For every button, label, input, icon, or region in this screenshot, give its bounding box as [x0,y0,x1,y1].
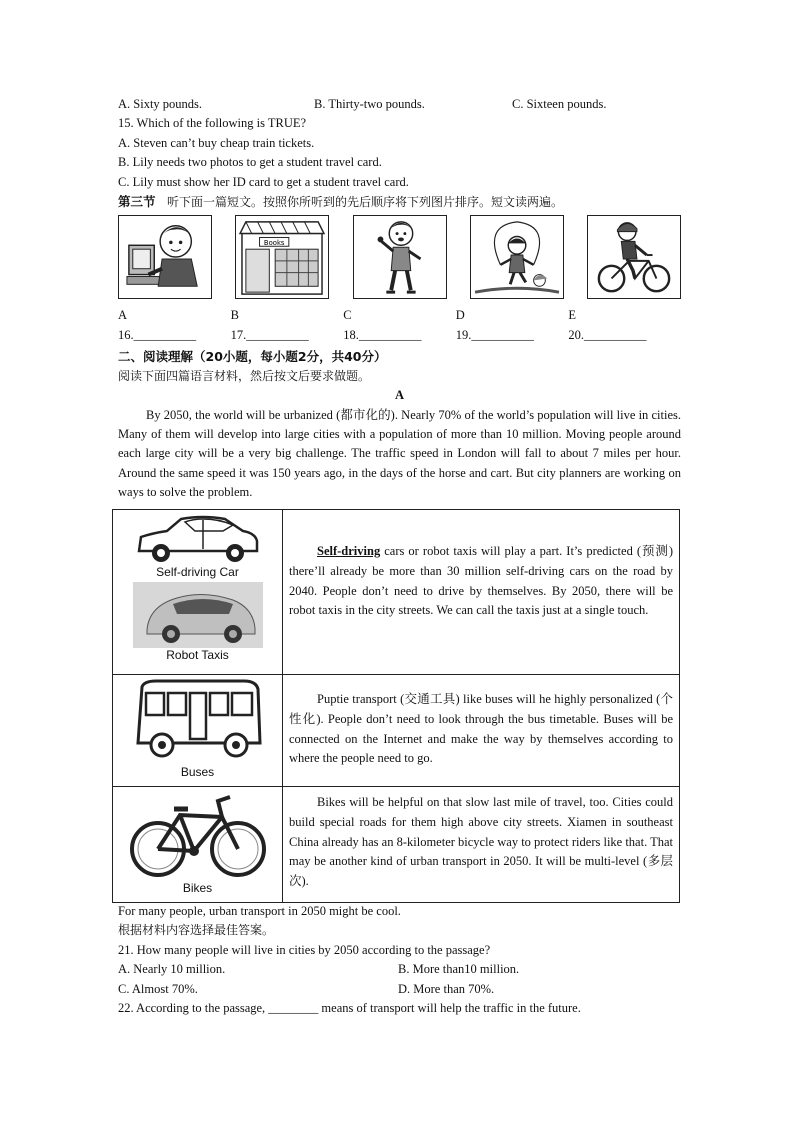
bus-paragraph: Puptie transport (交通工具) like buses will he highly personalized (个性化). People don’t need to look through the bus timetable. Buses will be connected on the Internet and make the way by themselves according to where the people need to go. [289,692,673,766]
self-driving-car-icon [133,513,263,565]
q15-question: 15. Which of the following is TRUE? [118,116,307,131]
picture-b-bookshop [235,215,329,299]
bike-text-cell [283,787,680,903]
bus-text-cell [283,675,680,787]
bike-icon [128,789,268,881]
picture-letter: D [455,308,465,323]
answer-blank-17[interactable]: 17.__________ [230,328,309,343]
picture-letter: C [343,308,352,323]
answer-blank-16[interactable]: 16.__________ [118,328,197,343]
boy-computer-icon [119,216,211,298]
answer-instruction: 根据材料内容选择最佳答案。 [118,923,275,938]
bikes-label: Bikes [182,881,213,895]
bus-cell [113,675,283,787]
bike-paragraph: Bikes will be helpful on that slow last mile of travel, too. Cities could build special roads for them high above city streets. Xiamen in southeast China already has an 8-kilometer bicycle way to protect riders like that. That may be another kind of urban transport in 2050. It will be multi-level (多层次). [289,795,674,889]
q21-option-a[interactable]: A. Nearly 10 million. [118,962,226,977]
q21-option-b[interactable]: B. More than10 million. [398,962,520,977]
bus-icon [132,679,264,765]
table-row [113,787,680,903]
transport-table [112,509,680,903]
picture-letter: E [568,308,577,323]
bookshop-icon [236,216,328,298]
closing-sentence: For many people, urban transport in 2050 might be cool. [118,904,401,918]
robot-taxi-icon [133,582,263,648]
buses-label: Buses [180,765,215,779]
q21-option-d[interactable]: D. More than 70%. [398,981,495,996]
section3-heading [118,192,681,211]
picture-letter: A [118,308,128,323]
jump-rope-icon [471,216,563,298]
bike-cell [113,787,283,903]
picture-a-boy-computer [118,215,212,299]
shop-sign: Books [264,239,285,248]
self-driving-car-label: Self-driving Car [156,565,239,579]
passage-intro: By 2050, the world will be urbanized (都市化的). Nearly 70% of the world’s population will live in cities. Many of them will develop into large cities with a population of more than 10 million. Moving people around each large city will be a very big challenge. The traffic speed in London will fall to about 7 miles per hour. Around the same speed it was 150 years ago, in the days of the horse and cart. But city planners are working on ways to solve the problem. [118,407,681,500]
cycling-boy-icon [588,216,680,298]
q14-options [118,95,681,114]
table-row [113,675,680,787]
car-paragraph [289,542,673,621]
q14-option-c[interactable]: C. Sixteen pounds. [512,97,607,111]
picture-d-jumping-rope [470,215,564,299]
table-row [113,510,680,675]
after-table [118,902,681,1018]
q21-question: 21. How many people will live in cities by 2050 according to the passage? [118,942,491,957]
q21-option-c[interactable]: C. Almost 70%. [118,981,198,996]
picture-row [118,215,681,301]
answer-blank-20[interactable]: 20.__________ [568,328,647,343]
exam-page [118,95,681,503]
picture-c-singing-boy [353,215,447,299]
car-text-cell [283,510,680,675]
answer-blank-18[interactable]: 18.__________ [343,328,422,343]
section3-label: 第三节 [118,193,156,209]
part2-heading: 二、阅读理解（20小题，每小题2分，共40分） [118,349,387,365]
section3-instruction: 听下面一篇短文。按照你所听到的先后顺序将下列图片排序。短文读两遍。 [166,194,563,209]
car-text: cars or robot taxis will play a part. It’s predicted (预测) there’ll already be more than 30 million self-driving cars on the road by 2040. People don’t need to drive by themselves. By 2050, there will be robot taxis in the city streets. We can call the taxis just at a single touch. [289,544,673,618]
q14-option-b[interactable]: B. Thirty-two pounds. [314,97,425,111]
singing-boy-icon [354,216,446,298]
passage-letter: A [394,388,405,403]
picture-letters [118,306,681,325]
q15-option-c[interactable]: C. Lily must show her ID card to get a student travel card. [118,174,409,189]
q14-option-a[interactable]: A. Sixty pounds. [118,97,203,111]
part2-instruction: 阅读下面四篇语言材料，然后按文后要求做题。 [118,368,371,383]
q15-option-b[interactable]: B. Lily needs two photos to get a student travel card. [118,155,382,170]
q15-option-a[interactable]: A. Steven can’t buy cheap train tickets. [118,135,315,150]
robot-taxis-label: Robot Taxis [166,648,229,662]
q21-options-row-2 [118,980,681,999]
picture-letter: B [230,308,239,323]
car-cell [113,510,283,675]
q22-question: 22. According to the passage, ________ means of transport will help the traffic in the future. [118,1000,581,1015]
answer-blanks [118,325,681,345]
picture-e-cycling [587,215,681,299]
self-driving-keyword: Self-driving [317,544,381,558]
q21-options-row-1 [118,960,681,979]
answer-blank-19[interactable]: 19.__________ [455,328,534,343]
